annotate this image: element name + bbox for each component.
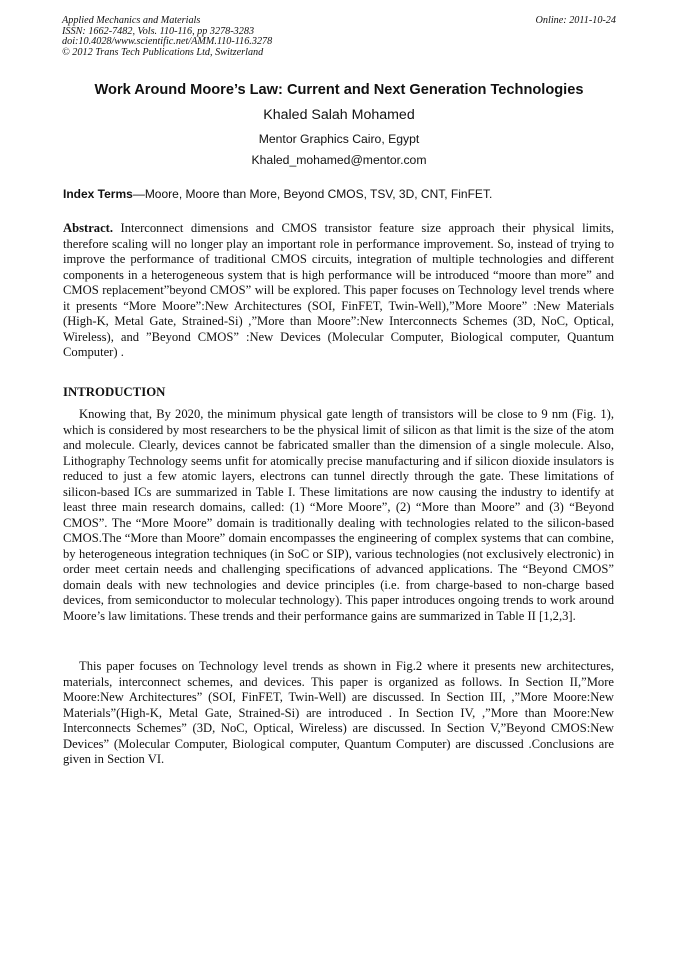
paper-title: Work Around Moore’s Law: Current and Next Generation Technologies (94, 82, 584, 98)
journal-name: Applied Mechanics and Materials (62, 15, 201, 26)
author-name: Khaled Salah Mohamed (263, 107, 415, 123)
copyright-line: © 2012 Trans Tech Publications Ltd, Switzerland (62, 46, 264, 58)
abstract-label: Abstract. (63, 221, 114, 235)
online-date: Online: 2011-10-24 (535, 15, 616, 26)
index-terms-text: —Moore, Moore than More, Beyond CMOS, TSV, 3D, CNT, FinFET. (132, 187, 493, 201)
author-affiliation: Mentor Graphics Cairo, Egypt (258, 132, 420, 146)
index-terms-label: Index Terms (63, 187, 133, 201)
index-terms (63, 187, 623, 202)
publication-header (62, 16, 618, 58)
section-heading-introduction: INTRODUCTION (63, 385, 166, 399)
author-email[interactable]: Khaled_mohamed@mentor.com (251, 153, 427, 167)
doi-line: doi:10.4028/www.scientific.net/AMM.110-116.3278 (62, 36, 273, 48)
abstract-text: Interconnect dimensions and CMOS transistor feature size approach their physical limits, therefore scaling will no longer play an important role in performance improvement. So, instead of trying to improve the performance of traditional CMOS circuits, integration of multiple technologies and different components in a heterogeneous system that is high performance will be introduced “moore than more” and CMOS replacement”beyond CMOS” will be explored. This paper focuses on Technology level trends where it presents “More Moore”:New Architectures (SOI, FinFET, Twin-Well),”More Moore” :New Materials (High-K, Metal Gate, Strained-Si) ,”More than Moore”:New Interconnects Schemes (3D, NoC, Optical, Wireless), and ”Beyond CMOS” :New Devices (Molecular Computer, Biological computer, Quantum Computer) . (63, 221, 614, 359)
issn-line: ISSN: 1662-7482, Vols. 110-116, pp 3278-3283 (62, 25, 255, 37)
intro-paragraph-1: Knowing that, By 2020, the minimum physical gate length of transistors will be close to 9 nm (Fig. 1), which is considered by most researchers to be the physical limit of silicon as that limit is the size of the atom and molecule. Clearly, devices cannot be fabricated smaller than the dimension of a single molecule. Also, Lithography Technology seems unfit for atomically precise manufacturing and if silicon dioxide insulators is reduced to just a few atomic layers, electrons can tunnel directly through the gate. These limitations of silicon-based ICs are summarized in Table I. These limitations are now causing the industry to identify at least three main research domains, called: (1) “More Moore”, (2) “More than Moore” and (3) “Beyond CMOS”. The “More Moore” domain is traditionally dealing with technologies related to the silicon-based CMOS.The “More than Moore” domain encompasses the engineering of complex systems that can combine, by heterogeneous integration techniques (in SoC or SIP), various technologies (not exclusively electronic) in order meet certain needs and challenging specifications of advanced applications. The “Beyond CMOS” domain deals with new technologies and device principles (i.e. from charge-based to non-charge based devices, from semiconductor to molecular technology). This paper introduces ongoing trends to work around Moore’s law limitations. These trends and their performance gains are summarized in Table II [1,2,3]. (63, 407, 614, 623)
abstract (63, 221, 614, 361)
intro-paragraph-2: This paper focuses on Technology level trends as shown in Fig.2 where it presents new architectures, materials, interconnect schemes, and devices. This paper is organized as follows. In Section II,”More Moore:New Architectures” (SOI, FinFET, Twin-Well) are discussed. In Section III, ,”More Moore:New Materials”(High-K, Metal Gate, Strained-Si) are introduced . In Section IV, ,”More than Moore:New Interconnects Schemes” (3D, NoC, Optical, Wireless) are discussed. In Section V,”Beyond CMOS:New Devices” (Molecular Computer, Biological computer, Quantum Computer) are discussed .Conclusions are given in Section VI. (63, 659, 614, 766)
